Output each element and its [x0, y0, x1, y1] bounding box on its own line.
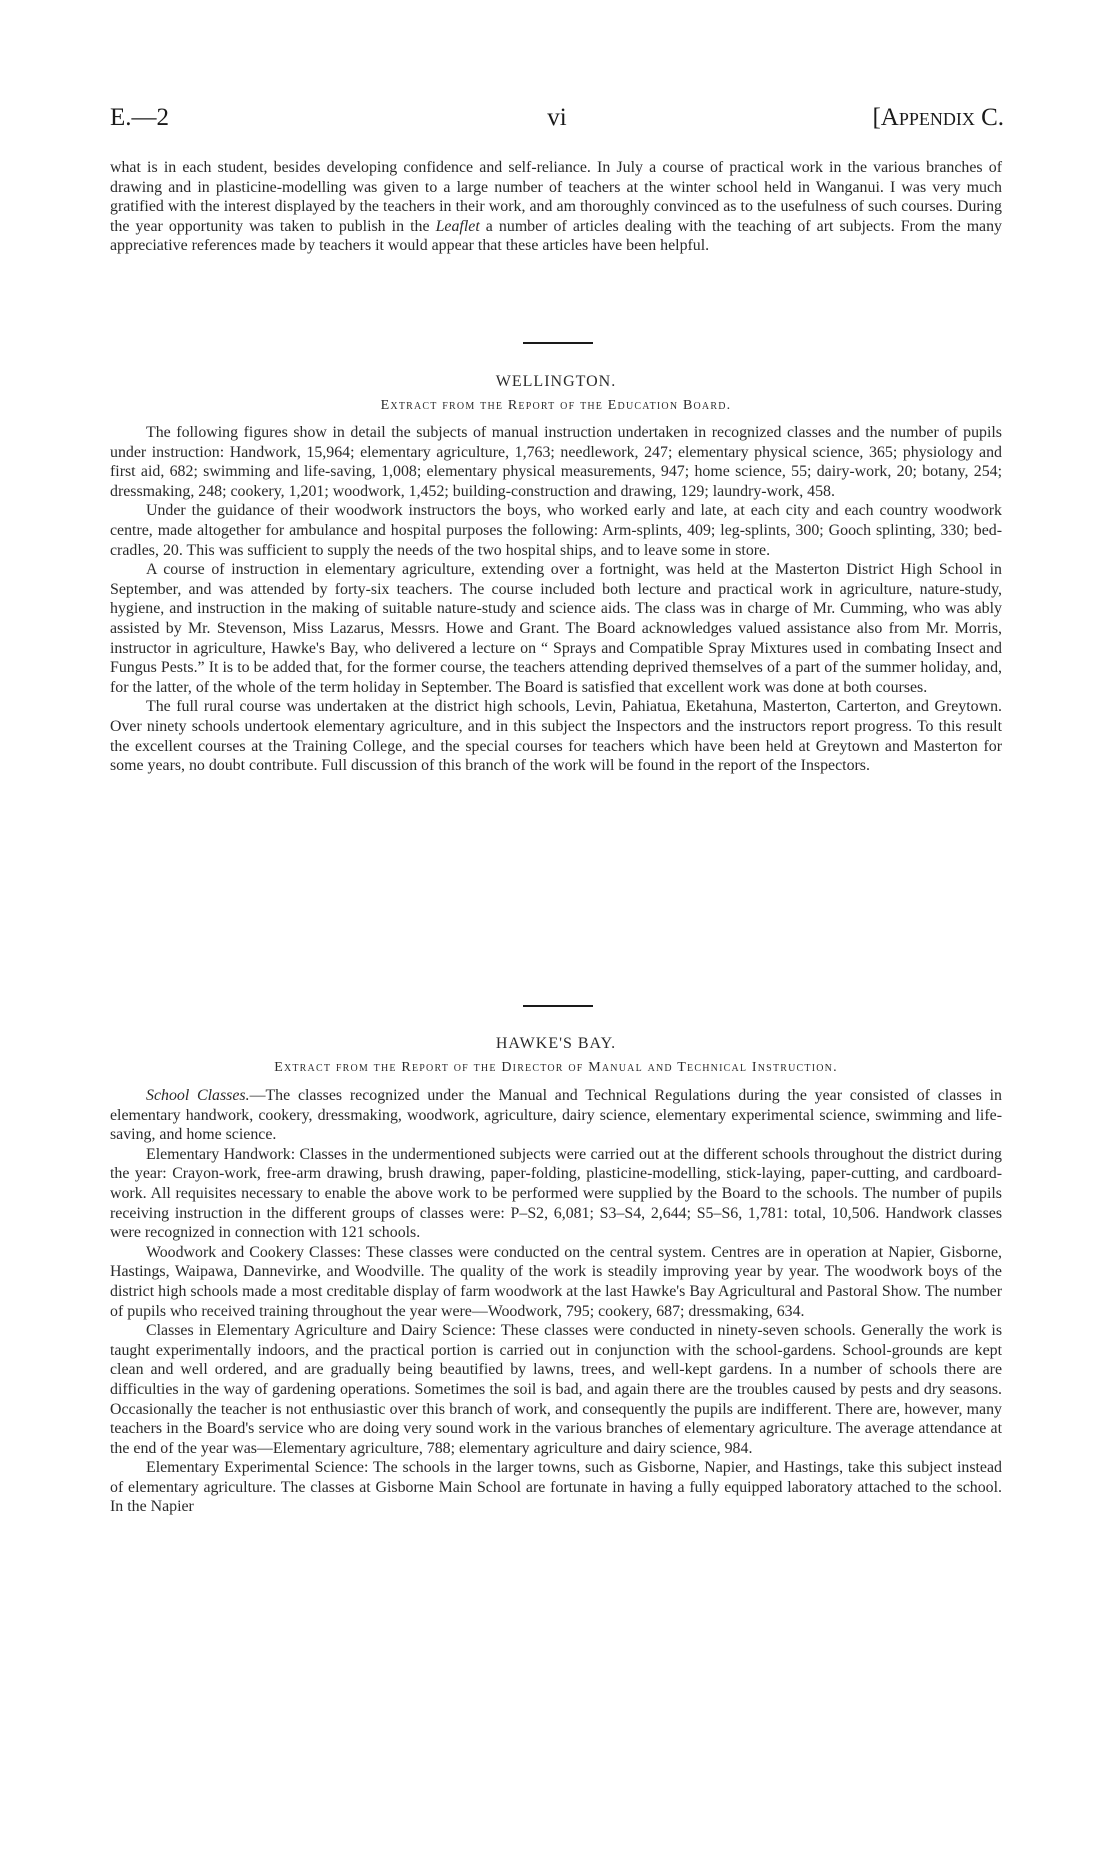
page-header: [110, 104, 1004, 134]
intro-text-end: a number of articles dealing with the teaching of art subjects. From the many appreciative references made by teachers it would appear that these articles have been helpful.: [110, 217, 1002, 255]
leaflet-title: Leaflet: [435, 217, 480, 235]
section-subtitle-hawkes-bay: Extract from the Report of the Director of Manual and Technical Instruction.: [274, 1060, 838, 1075]
section-divider: [523, 1005, 593, 1007]
intro-text: what is in each student, besides developing confidence and self-reliance. In July a course of practical work in the various branches of drawing and in plasticine-modelling was given to a large number of teachers at the winter school held in Wanganui. I was very much gratified with the interest displayed by the teachers in their work, and am thoroughly convinced as to the usefulness of such courses. During the year opportunity was taken to publish in the: [110, 159, 1002, 235]
hawkes-bay-paragraph-3: Woodwork and Cookery Classes: These classes were conducted on the central system. Centres are in operation at Napier, Gisborne, Hastings, Waipawa, Dannevirke, and Woodville. The quality of the work is steadily improving year by year. The woodwork boys of the district high schools made a most creditable display of farm woodwork at the last Hawke's Bay Agricultural and Pastoral Show. The number of pupils who received training throughout the year were—Woodwork, 795; cookery, 687; dressmaking, 634.: [110, 1243, 1002, 1320]
hawkes-bay-paragraph-2: Elementary Handwork: Classes in the undermentioned subjects were carried out at the different schools throughout the district during the year: Crayon-work, free-arm drawing, brush drawing, paper-folding, plasticine-modelling, stick-laying, paper-cutting, and cardboard-work. All requisites necessary to enable the above work to be performed were supplied by the Board to the schools. The number of pupils receiving instruction in the different groups of classes were: P–S2, 6,081; S3–S4, 2,644; S5–S6, 1,781: total, 10,506. Handwork classes were recognized in connection with 121 schools.: [110, 1145, 1002, 1242]
section-divider: [523, 342, 593, 344]
page-number: vi: [547, 104, 567, 131]
wellington-paragraph-4: The full rural course was undertaken at the district high schools, Levin, Pahiatua, Eketahuna, Masterton, Carterton, and Greytown. Over ninety schools undertook elementary agriculture, and in this subject the Inspectors and the instructors report progress. To this result the excellent courses at the Training College, and the special courses for teachers which have been held at Greytown and Masterton for some years, no doubt contribute. Full discussion of this branch of the work will be found in the report of the Inspectors.: [110, 698, 1002, 775]
hawkes-bay-body: [110, 1086, 1002, 1517]
hawkes-bay-paragraph-4: Classes in Elementary Agriculture and Dairy Science: These classes were conducted in ninety-seven schools. Generally the work is taught experimentally indoors, and the practical portion is carried out in conjunction with the school-gardens. School-grounds are kept clean and well ordered, and are gradually being beautified by lawns, trees, and well-kept gardens. In a number of schools there are difficulties in the way of gardening operations. Sometimes the soil is bad, and again there are the troubles caused by pests and dry seasons. Occasionally the teacher is not enthusiastic over this branch of work, and consequently the pupils are indifferent. There are, however, many teachers in the Board's service who are doing very sound work in the various branches of elementary agriculture. The average attendance at the end of the year was—Elementary agriculture, 788; elementary agriculture and dairy science, 984.: [110, 1322, 1002, 1457]
intro-paragraph-block: [110, 158, 1002, 256]
section-title-hawkes-bay: HAWKE'S BAY.: [495, 1035, 617, 1052]
wellington-paragraph-2: Under the guidance of their woodwork instructors the boys, who worked early and late, at each city and each country woodwork centre, made altogether for ambulance and hospital purposes the following: Arm-splints, 409; leg-splints, 300; Gooch splinting, 330; bed-cradles, 20. This was sufficient to supply the needs of the two hospital ships, and to leave some in store.: [110, 502, 1002, 559]
hawkes-bay-paragraph-5: Elementary Experimental Science: The schools in the larger towns, such as Gisborne, Napier, and Hastings, take this subject instead of elementary agriculture. The classes at Gisborne Main School are fortunate in having a fully equipped laboratory attached to the school. In the Napier: [110, 1459, 1002, 1516]
hawkes-bay-paragraph-1: [110, 1086, 1002, 1145]
hawkes-bay-paragraph-1-text: —The classes recognized under the Manual and Technical Regulations during the year consisted of classes in elementary handwork, cookery, dressmaking, woodwork, agriculture, dairy science, elementary experimental science, swimming and life-saving, and home science.: [110, 1087, 1003, 1144]
section-subtitle-wellington: Extract from the Report of the Education Board.: [380, 398, 732, 413]
school-classes-heading: School Classes.: [146, 1087, 250, 1104]
section-title-wellington: WELLINGTON.: [495, 373, 617, 390]
wellington-paragraph-3: A course of instruction in elementary agriculture, extending over a fortnight, was held at the Masterton District High School in September, and was attended by forty-six teachers. The course included both lecture and practical work in agriculture, nature-study, hygiene, and instruction in the making of suitable nature-study and science aids. The class was in charge of Mr. Cumming, who was ably assisted by Mr. Stevenson, Miss Lazarus, Messrs. Howe and Grant. The Board acknowledges valued assistance also from Mr. Morris, instructor in agriculture, Hawke's Bay, who delivered a lecture on “ Sprays and Compatible Spray Mixtures used in combating Insect and Fungus Pests.” It is to be added that, for the former course, the teachers attending deprived themselves of a part of the summer holiday, and, for the latter, of the whole of the term holiday in September. The Board is satisfied that excellent work was done at both courses.: [110, 561, 1002, 696]
intro-paragraph: [110, 158, 1002, 256]
wellington-body: [110, 423, 1002, 776]
wellington-paragraph-1: The following figures show in detail the subjects of manual instruction undertaken in recognized classes and the number of pupils under instruction: Handwork, 15,964; elementary agriculture, 1,763; needlework, 247; elementary physical science, 365; physiology and first aid, 682; swimming and life-saving, 1,008; elementary physical measurements, 947; home science, 55; dairy-work, 20; botany, 254; dressmaking, 248; cookery, 1,201; woodwork, 1,452; building-construction and drawing, 129; laundry-work, 458.: [110, 424, 1002, 500]
header-reference: E.—2: [110, 104, 170, 131]
header-appendix: [Appendix C.: [872, 104, 1004, 131]
